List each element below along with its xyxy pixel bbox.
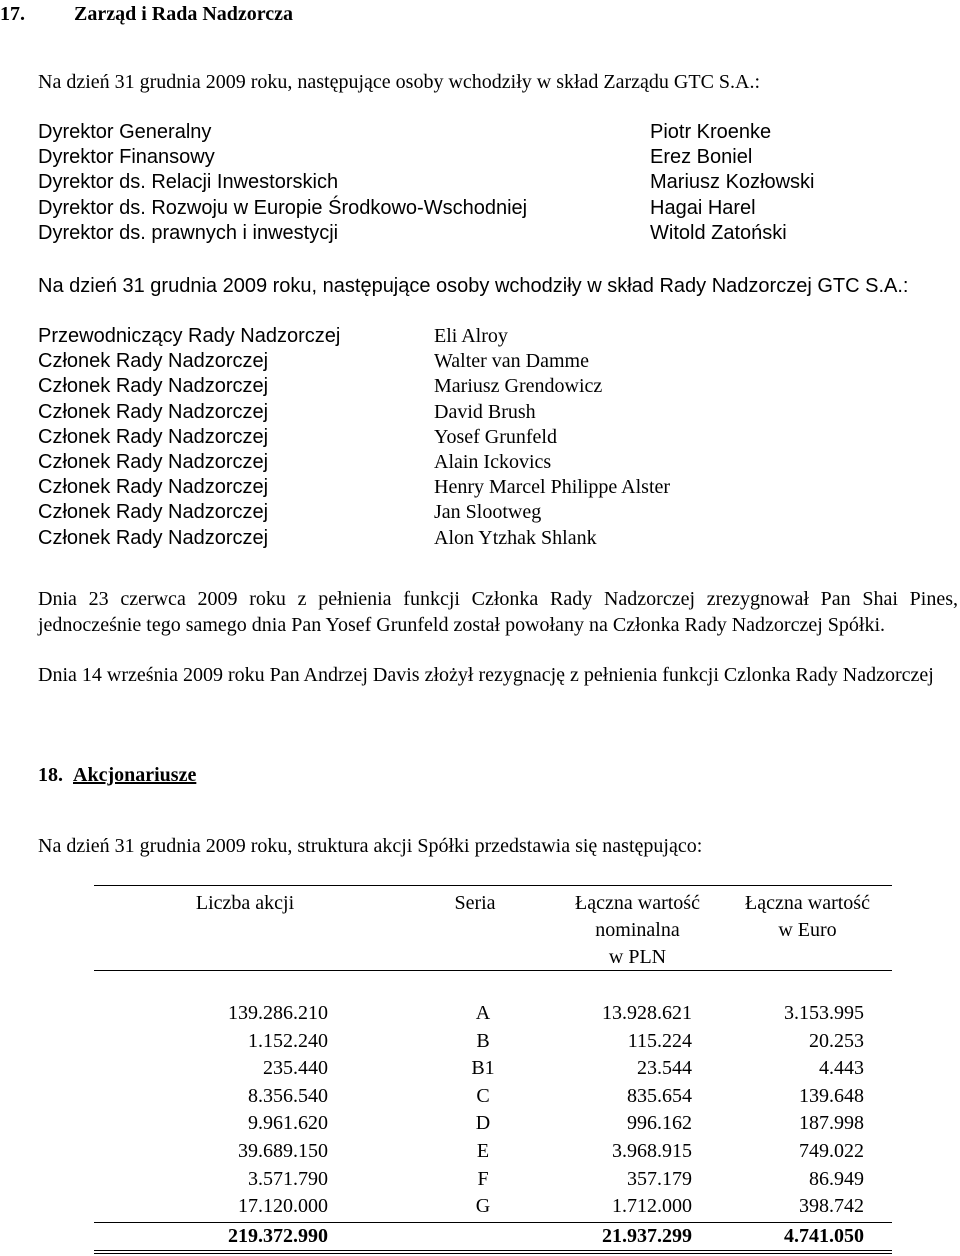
board-role: Członek Rady Nadzorczej	[38, 476, 269, 499]
section-18-number: 18.	[38, 764, 63, 786]
table-cell: 139.648	[799, 1084, 864, 1107]
table-cell: 835.654	[627, 1084, 692, 1107]
board-roles	[38, 324, 340, 551]
table-cell: B	[476, 1029, 490, 1052]
management-role: Dyrektor ds. Rozwoju w Europie Środkowo-Wschodniej	[38, 196, 528, 219]
table-cell: 749.022	[799, 1139, 864, 1162]
section-18-title: Akcjonariusze	[73, 764, 197, 786]
table-cell: 1.152.240	[248, 1029, 328, 1052]
table-bottom-rule-double	[94, 1253, 892, 1254]
management-name: Erez Boniel	[650, 146, 753, 169]
board-name: Alain Ickovics	[434, 451, 552, 474]
table-cell: 86.949	[809, 1167, 864, 1190]
board-name: Henry Marcel Philippe Alster	[434, 476, 671, 499]
management-name: Witold Zatoński	[650, 221, 787, 244]
table-cell: C	[476, 1084, 490, 1107]
col-value-eur	[720, 1000, 864, 1221]
header-line: Łączna wartość	[745, 892, 870, 914]
table-cell: 20.253	[809, 1029, 864, 1052]
table-cell: 3.968.915	[612, 1139, 692, 1162]
table-cell: 23.544	[637, 1057, 692, 1080]
board-name: Yosef Grunfeld	[434, 425, 557, 448]
board-change-note: Dnia 23 czerwca 2009 roku z pełnienia funkcji Członka Rady Nadzorczej zrezygnował Pan Shai Pines, jednocześnie tego samego dnia Pan Yosef Grunfeld został powołany na Członka Rady Nadzorczej Spółki.	[38, 588, 958, 636]
table-cell: E	[476, 1139, 490, 1162]
board-role: Członek Rady Nadzorczej	[38, 425, 269, 448]
table-cell: F	[477, 1167, 489, 1190]
management-roles	[38, 120, 527, 246]
board-name: Eli Alroy	[434, 325, 508, 347]
table-cell: 3.153.995	[784, 1002, 864, 1024]
shares-intro: Na dzień 31 grudnia 2009 roku, struktura akcji Spółki przedstawia się następująco:	[38, 835, 703, 857]
table-top-rule	[94, 885, 892, 886]
table-cell: 3.571.790	[248, 1167, 328, 1190]
board-name: Jan Slootweg	[434, 501, 542, 524]
board-names	[434, 324, 670, 551]
board-role: Członek Rady Nadzorczej	[38, 400, 269, 423]
header-shares: Liczba akcji	[195, 892, 295, 914]
board-name: Alon Ytzhak Shlank	[434, 526, 597, 549]
header-line: w Euro	[778, 919, 837, 941]
table-cell: 996.162	[627, 1112, 692, 1135]
board-role: Członek Rady Nadzorczej	[38, 350, 269, 373]
management-name: Mariusz Kozłowski	[650, 171, 815, 194]
management-role: Dyrektor Finansowy	[38, 146, 215, 169]
table-cell: 4.443	[819, 1057, 864, 1080]
table-cell: 235.440	[263, 1057, 328, 1080]
section-17-number: 17.	[0, 3, 25, 25]
table-cell: 8.356.540	[248, 1084, 328, 1107]
board-role: Członek Rady Nadzorczej	[38, 501, 269, 524]
table-cell: 1.712.000	[612, 1195, 692, 1218]
table-cell: 13.928.621	[602, 1002, 692, 1024]
table-cell: 357.179	[627, 1167, 692, 1190]
total-shares: 219.372.990	[228, 1225, 328, 1247]
board-name: Mariusz Grendowicz	[434, 375, 603, 398]
board-name: David Brush	[434, 400, 536, 423]
management-intro: Na dzień 31 grudnia 2009 roku, następujące osoby wchodziły w skład Zarządu GTC S.A.:	[38, 71, 761, 93]
table-cell: 9.961.620	[248, 1112, 328, 1135]
table-cell: 139.286.210	[228, 1002, 328, 1024]
board-role: Członek Rady Nadzorczej	[38, 375, 269, 398]
col-shares	[170, 1000, 328, 1221]
header-series: Seria	[454, 892, 496, 914]
table-cell: G	[475, 1195, 491, 1218]
table-cell: 39.689.150	[238, 1139, 328, 1162]
table-header-rule	[94, 970, 892, 971]
table-cell: A	[475, 1002, 491, 1024]
table-cell: 398.742	[799, 1195, 864, 1218]
board-role: Członek Rady Nadzorczej	[38, 526, 269, 549]
total-nominal-pln: 21.937.299	[602, 1225, 692, 1247]
management-name: Piotr Kroenke	[650, 121, 772, 143]
management-role: Dyrektor ds. prawnych i inwestycji	[38, 221, 339, 244]
table-cell: 187.998	[799, 1112, 864, 1135]
table-cell: B1	[471, 1057, 495, 1080]
table-cell: 115.224	[627, 1029, 692, 1052]
header-line: w PLN	[608, 946, 667, 968]
table-cell: 17.120.000	[238, 1195, 328, 1218]
management-role: Dyrektor Generalny	[38, 121, 212, 143]
management-role: Dyrektor ds. Relacji Inwestorskich	[38, 171, 339, 194]
board-name: Walter van Damme	[434, 350, 589, 373]
total-value-eur: 4.741.050	[784, 1225, 864, 1247]
header-line: Łączna wartość	[575, 892, 700, 914]
management-names	[650, 120, 814, 246]
header-nominal-pln	[550, 890, 725, 971]
board-intro: Na dzień 31 grudnia 2009 roku, następujące osoby wchodziły w skład Rady Nadzorczej GTC S.A.:	[38, 275, 909, 297]
header-value-eur	[720, 890, 895, 944]
board-role: Przewodniczący Rady Nadzorczej	[38, 325, 341, 347]
board-role: Członek Rady Nadzorczej	[38, 451, 269, 474]
col-nominal-pln	[540, 1000, 692, 1221]
col-series	[440, 1000, 526, 1221]
section-17-title: Zarząd i Rada Nadzorcza	[74, 3, 294, 25]
resignation-note: Dnia 14 września 2009 roku Pan Andrzej Davis złożył rezygnację z pełnienia funkcji Czlonka Rady Nadzorczej	[38, 664, 934, 686]
table-cell: D	[475, 1112, 491, 1135]
management-name: Hagai Harel	[650, 196, 756, 219]
table-bottom-rule	[94, 1250, 892, 1251]
header-line: nominalna	[595, 919, 680, 941]
